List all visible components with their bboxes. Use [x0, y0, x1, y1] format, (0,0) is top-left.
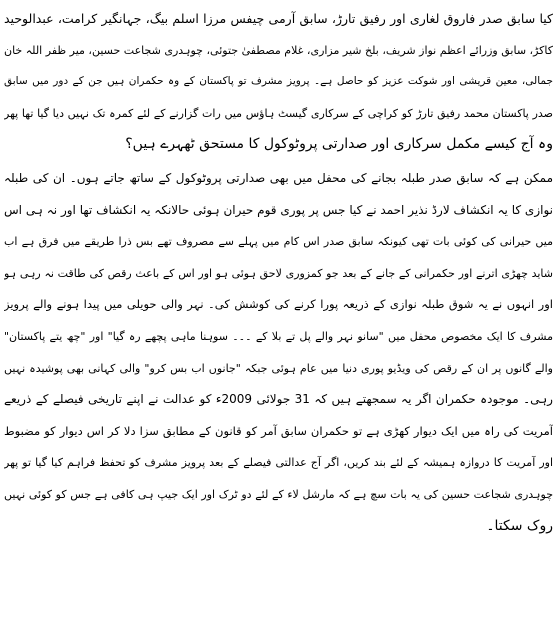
- paragraph-1: [4, 3, 553, 161]
- text-line: میں حیرانی کی کوئی بات تھی کیونکہ سابق صدر اس کام میں پہلے سے مصروف تھے بس ذرا طریقے میں فرق ہے اب: [4, 235, 553, 249]
- text-line: آمریت کی راہ میں ایک دیوار کھڑی ہے تو حکمران سابق آمر کو قانون کے مطابق سزا دلا کر اس دیوار کو مضبوط: [4, 423, 553, 438]
- text-line: کاکڑ، سابق وزرائے اعظم نواز شریف، بلخ شیر مزاری، غلام مصطفیٰ جتوئی، چوہدری شجاعت حسین، میر ظفر اللہ خان: [4, 43, 553, 57]
- text-line: صدر پاکستان محمد رفیق تارڑ کو کراچی کے سرکاری گیسٹ ہاؤس میں رات گزارنے کے لئے کمرہ تک نہیں دیا گیا تھا پھر: [4, 106, 553, 120]
- text-line: رہی۔ موجودہ حکمران اگر یہ سمجھتے ہیں کہ 31 جولائی 2009ء کو عدالت نے اپنے تاریخی فیصلے کے ذریعے: [4, 392, 553, 407]
- text-line: اور انہوں نے یہ شوق طبلہ نوازی کے ذریعہ پورا کرنے کی کوشش کی۔ نہر والی حویلی میں پیدا ہونے والے پرویز: [4, 297, 553, 312]
- text-line: مشرف کا ایک مخصوص محفل میں "سانو نہر والے پل تے بلا کے ۔۔۔ سوہنا ماہی پچھے رہ گیا" اور "چھ یتے پاکستان": [4, 329, 553, 343]
- text-line: نوازی کا یہ انکشاف لارڈ نذیر احمد نے کیا جس پر پوری قوم حیران ہوئی حالانکہ یہ انکشاف تھا اور نہ ہی اس: [4, 202, 553, 217]
- text-line: ممکن ہے کہ سابق صدر طبلہ بجانے کی محفل میں بھی صدارتی پروٹوکول کے ساتھ جاتے ہوں۔ ان کی طبلہ: [4, 170, 553, 185]
- text-line: وہ آج کیسے مکمل سرکاری اور صدارتی پروٹوکول کا مستحق ٹھہرے ہیں؟: [125, 136, 553, 153]
- paragraph-2: [4, 163, 553, 542]
- text-line: اور آمریت کا دروازہ ہمیشہ کے لئے بند کریں، اگر آج عدالتی فیصلے کے بعد پرویز مشرف کو تحفظ فراہم کیا گیا تو پھر: [4, 456, 553, 470]
- text-line: جمالی، معین قریشی اور شوکت عزیز کو حاصل ہے۔ پرویز مشرف تو پاکستان کے وہ حکمران ہیں جن کے دور میں سابق: [4, 75, 553, 88]
- text-line: چوہدری شجاعت حسین کی یہ بات سچ ہے کہ مارشل لاء کے لئے دو ٹرک اور ایک جیپ ہی کافی ہے جس کو کوئی نہیں: [4, 487, 553, 501]
- text-line: روک سکتا۔: [486, 517, 553, 534]
- text-line: شاید چھڑی اترنے اور حکمرانی کے جانے کے بعد جو کمزوری لاحق ہوئی ہو اور اس کے باعث رقص کی طاقت نہ رہی ہو: [4, 266, 553, 280]
- text-line: والے گانوں پر ان کے رقص کی ویڈیو پوری دنیا میں عام ہوئی جبکہ "جانوں اب بس کرو" والی کہانی بھی پوشیدہ نہیں: [4, 361, 553, 375]
- text-line: کیا سابق صدر فاروق لغاری اور رفیق تارڑ، سابق آرمی چیفس مرزا اسلم بیگ، جہانگیر کرامت، عبدالوحید: [4, 11, 553, 26]
